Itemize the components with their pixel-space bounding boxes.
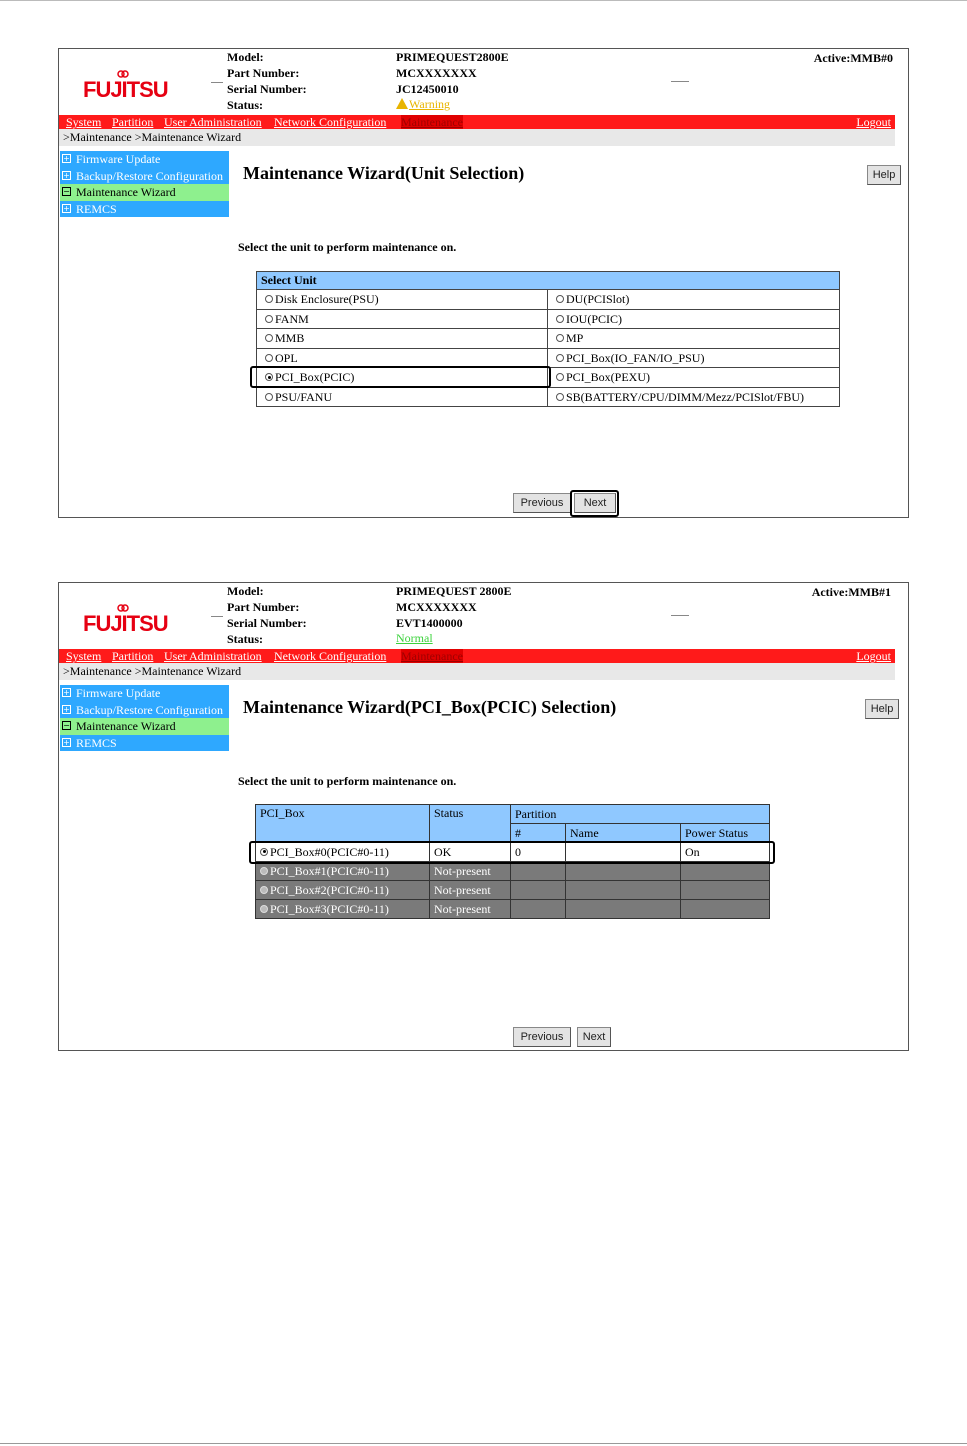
unit-label: IOU(PCIC) xyxy=(566,311,622,326)
menu-maintenance-wizard[interactable] xyxy=(60,718,229,735)
nav-partition[interactable]: Partition xyxy=(112,115,154,129)
screenshot-unit-selection xyxy=(58,48,909,518)
logout-link[interactable]: Logout xyxy=(856,649,891,663)
radio-icon[interactable] xyxy=(265,315,273,323)
partition-name-cell xyxy=(566,900,681,919)
pci-box-cell xyxy=(256,881,430,900)
part-number-label: Part Number: xyxy=(227,66,300,80)
nav-maintenance[interactable]: Maintenance xyxy=(401,115,463,129)
menu-label: Maintenance Wizard xyxy=(76,185,176,199)
power-status-cell xyxy=(681,881,770,900)
svg-text:FUJITSU: FUJITSU xyxy=(83,611,168,636)
unit-option[interactable] xyxy=(257,329,548,348)
selection-highlight-frame xyxy=(249,841,775,864)
nav-partition[interactable]: Partition xyxy=(112,649,154,663)
header-separator xyxy=(671,81,689,82)
power-status-cell xyxy=(681,900,770,919)
status-value[interactable] xyxy=(396,631,433,646)
table-row xyxy=(257,290,839,310)
radio-icon[interactable] xyxy=(556,393,564,401)
next-highlight-frame xyxy=(570,490,619,517)
collapse-icon[interactable]: − xyxy=(63,187,70,196)
unit-label: MMB xyxy=(275,331,305,345)
menu-label: Firmware Update xyxy=(76,686,161,700)
status-cell: Not-present xyxy=(430,862,511,881)
partition-name-cell xyxy=(566,881,681,900)
partition-number-cell xyxy=(511,881,566,900)
pci-box-cell xyxy=(256,900,430,919)
unit-label: SB(BATTERY/CPU/DIMM/Mezz/PCISlot/FBU) xyxy=(566,389,805,404)
table-row xyxy=(256,881,770,900)
logout-link[interactable]: Logout xyxy=(856,115,891,129)
partition-number-cell xyxy=(511,862,566,881)
radio-icon[interactable] xyxy=(265,393,273,401)
radio-icon[interactable] xyxy=(265,295,273,303)
unit-label: PCI_Box(PEXU) xyxy=(566,370,651,384)
menu-label: REMCS xyxy=(76,735,117,750)
radio-icon[interactable] xyxy=(556,354,564,362)
collapse-icon[interactable]: − xyxy=(63,721,70,730)
table-row xyxy=(256,862,770,881)
nav-system[interactable]: System xyxy=(66,115,102,129)
unit-label: DU(PCISlot) xyxy=(566,292,630,306)
fujitsu-logo xyxy=(81,601,168,636)
page-title: Maintenance Wizard(Unit Selection) xyxy=(243,163,525,183)
model-value: PRIMEQUEST2800E xyxy=(396,50,509,64)
partition-number-cell xyxy=(511,900,566,919)
expand-icon[interactable]: + xyxy=(63,203,70,213)
screenshot-pci-box-selection xyxy=(58,582,909,1051)
fujitsu-logo xyxy=(81,67,168,102)
unit-option[interactable] xyxy=(257,349,548,368)
page-title: Maintenance Wizard(PCI_Box(PCIC) Selection) xyxy=(243,697,617,717)
unit-option[interactable] xyxy=(548,368,839,387)
part-number-label: Part Number: xyxy=(227,600,300,614)
pci-box-label: PCI_Box#2(PCIC#0-11) xyxy=(270,882,389,897)
radio-icon[interactable] xyxy=(556,373,564,381)
table-row xyxy=(257,310,839,330)
table-header-row xyxy=(256,805,770,824)
radio-icon[interactable] xyxy=(265,354,273,362)
unit-option[interactable] xyxy=(257,310,548,329)
status-cell: OK xyxy=(430,843,511,862)
help-button[interactable]: Help xyxy=(867,165,901,185)
menu-maintenance-wizard[interactable] xyxy=(60,184,229,201)
unit-option[interactable] xyxy=(548,290,839,309)
part-number-value: MCXXXXXXX xyxy=(396,600,477,614)
nav-user-administration[interactable]: User Administration xyxy=(164,649,262,663)
part-number-value: MCXXXXXXX xyxy=(396,66,477,80)
col-pci-box: PCI_Box xyxy=(256,805,430,843)
main-nav xyxy=(59,649,895,663)
expand-icon[interactable]: + xyxy=(63,154,70,163)
status-label: Status: xyxy=(227,632,264,646)
col-partition-number: # xyxy=(511,824,566,843)
expand-icon[interactable]: + xyxy=(63,170,70,180)
warning-icon xyxy=(396,98,408,109)
unit-option[interactable] xyxy=(548,329,839,348)
status-value[interactable] xyxy=(396,97,450,112)
table-row xyxy=(256,900,770,919)
status-cell: Not-present xyxy=(430,900,511,919)
unit-label: FANM xyxy=(275,311,309,326)
power-status-cell xyxy=(681,862,770,881)
instruction-text: Select the unit to perform maintenance on. xyxy=(238,774,457,788)
menu-backup-restore[interactable] xyxy=(60,702,229,719)
expand-icon[interactable]: + xyxy=(63,688,70,697)
model-value: PRIMEQUEST 2800E xyxy=(396,584,512,598)
header-separator xyxy=(211,82,223,83)
breadcrumb: >Maintenance >Maintenance Wizard xyxy=(59,663,895,680)
pci-box-label: PCI_Box#1(PCIC#0-11) xyxy=(270,863,389,878)
unit-option[interactable] xyxy=(257,290,548,309)
unit-label: Disk Enclosure(PSU) xyxy=(275,292,379,306)
active-mmb: Active:MMB#0 xyxy=(813,51,893,65)
unit-label: PCI_Box(IO_FAN/IO_PSU) xyxy=(566,350,705,365)
radio-disabled-icon xyxy=(260,867,268,875)
menu-label: Firmware Update xyxy=(76,152,161,166)
status-label: Status: xyxy=(227,98,264,112)
radio-icon[interactable] xyxy=(556,295,564,303)
serial-number-value: JC12450010 xyxy=(396,82,459,96)
menu-label: REMCS xyxy=(76,201,117,216)
partition-number-cell: 0 xyxy=(511,843,566,862)
nav-network-configuration[interactable]: Network Configuration xyxy=(274,115,387,129)
pci-box-label: PCI_Box#3(PCIC#0-11) xyxy=(270,901,389,916)
unit-label: PSU/FANU xyxy=(275,389,333,404)
unit-label: MP xyxy=(566,331,584,345)
serial-number-value: EVT1400000 xyxy=(396,616,463,630)
previous-button[interactable]: Previous xyxy=(513,493,571,513)
active-mmb: Active:MMB#1 xyxy=(811,585,891,599)
selection-highlight-frame xyxy=(250,366,551,388)
model-label: Model: xyxy=(227,50,264,64)
status-cell: Not-present xyxy=(430,881,511,900)
side-menu xyxy=(60,685,229,751)
side-menu xyxy=(60,151,229,217)
table-row xyxy=(257,329,839,349)
previous-button[interactable]: Previous xyxy=(513,1027,571,1047)
header-separator xyxy=(671,615,689,616)
expand-icon[interactable]: + xyxy=(63,704,70,714)
radio-disabled-icon xyxy=(260,905,268,913)
radio-icon[interactable] xyxy=(556,315,564,323)
radio-disabled-icon xyxy=(260,886,268,894)
menu-firmware-update[interactable] xyxy=(60,685,229,702)
col-power-status: Power Status xyxy=(681,824,770,843)
status-text[interactable]: Warning xyxy=(409,97,451,111)
model-label: Model: xyxy=(227,584,264,598)
table-header: Select Unit xyxy=(257,272,839,290)
table-row xyxy=(257,388,839,407)
col-status: Status xyxy=(430,805,511,843)
menu-label: Maintenance Wizard xyxy=(76,719,176,733)
menu-label: Backup/Restore Configuration xyxy=(76,168,223,183)
power-status-cell: On xyxy=(681,843,770,862)
partition-name-cell xyxy=(566,862,681,881)
unit-option[interactable] xyxy=(548,388,839,407)
page-top-rule xyxy=(0,0,967,1)
unit-label: PCI_Box(PCIC) xyxy=(275,370,355,384)
nav-maintenance[interactable]: Maintenance xyxy=(401,649,463,663)
menu-backup-restore[interactable] xyxy=(60,168,229,185)
pci-box-label: PCI_Box#0(PCIC#0-11) xyxy=(270,844,389,859)
instruction-text: Select the unit to perform maintenance on. xyxy=(238,240,457,254)
radio-icon[interactable] xyxy=(556,334,564,342)
pci-box-cell xyxy=(256,862,430,881)
page-bottom-rule xyxy=(0,1443,967,1444)
menu-remcs[interactable] xyxy=(60,735,229,752)
menu-remcs[interactable] xyxy=(60,201,229,218)
nav-system[interactable]: System xyxy=(66,649,102,663)
unit-label: OPL xyxy=(275,350,298,365)
serial-number-label: Serial Number: xyxy=(227,616,307,630)
next-button[interactable]: Next xyxy=(577,1027,611,1047)
col-partition-name: Name xyxy=(566,824,681,843)
nav-user-administration[interactable]: User Administration xyxy=(164,115,262,129)
svg-text:FUJITSU: FUJITSU xyxy=(83,77,168,102)
breadcrumb: >Maintenance >Maintenance Wizard xyxy=(59,129,895,146)
col-partition: Partition xyxy=(511,805,770,824)
nav-network-configuration[interactable]: Network Configuration xyxy=(274,649,387,663)
serial-number-label: Serial Number: xyxy=(227,82,307,96)
status-text[interactable]: Normal xyxy=(396,631,433,645)
unit-option[interactable] xyxy=(548,349,839,368)
expand-icon[interactable]: + xyxy=(63,737,70,747)
menu-label: Backup/Restore Configuration xyxy=(76,702,223,717)
unit-option[interactable] xyxy=(548,310,839,329)
main-nav xyxy=(59,115,895,129)
next-button[interactable]: Next xyxy=(574,493,616,513)
header-separator xyxy=(211,616,223,617)
menu-firmware-update[interactable] xyxy=(60,151,229,168)
unit-option[interactable] xyxy=(257,388,548,407)
help-button[interactable]: Help xyxy=(865,699,899,719)
radio-icon[interactable] xyxy=(265,334,273,342)
